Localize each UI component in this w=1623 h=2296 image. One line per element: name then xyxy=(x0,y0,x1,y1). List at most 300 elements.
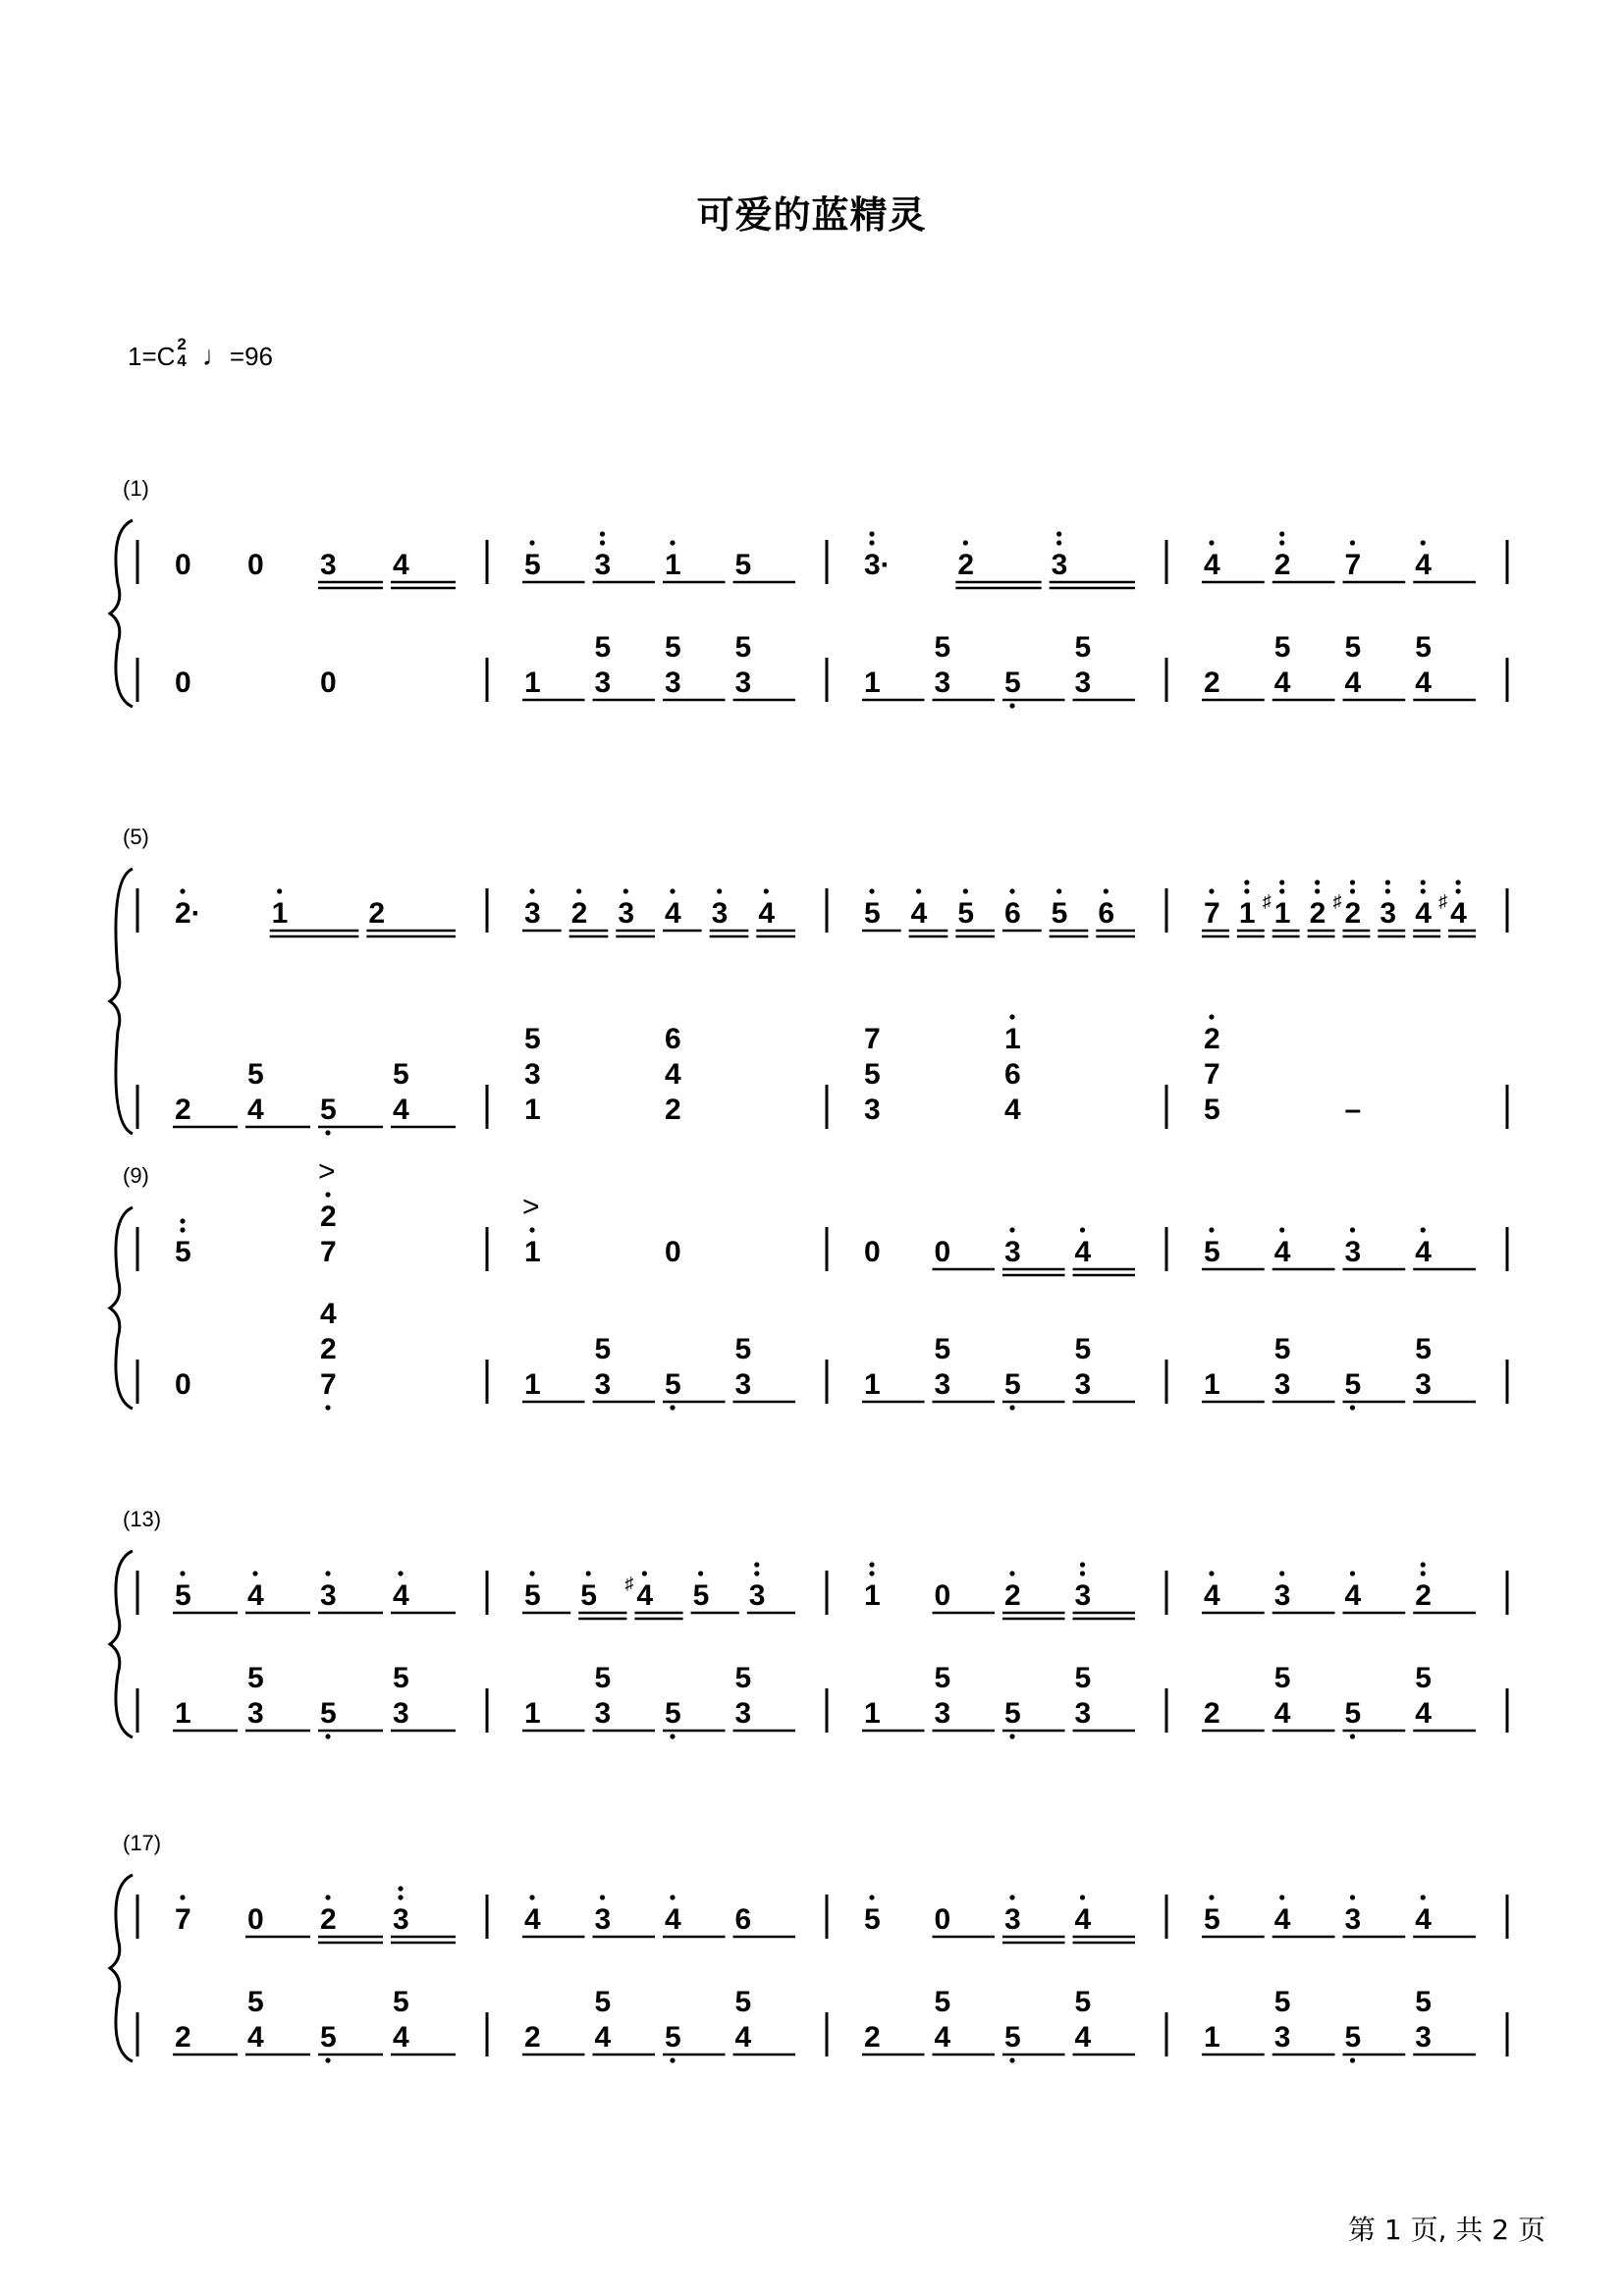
octave-dot xyxy=(529,540,534,545)
octave-dot xyxy=(1350,1734,1355,1738)
upper-note: 0 xyxy=(247,549,264,581)
lower-note: 4 xyxy=(1415,667,1432,699)
upper-note: 4 xyxy=(1204,549,1220,581)
lower-note: 5 xyxy=(1273,1333,1291,1365)
octave-dot xyxy=(1009,888,1014,893)
octave-dot xyxy=(642,1571,647,1575)
lower-note: 5 xyxy=(320,2021,337,2054)
lower-note: 4 xyxy=(934,2021,951,2054)
octave-dot xyxy=(670,1405,675,1410)
lower-note: 7 xyxy=(320,1368,337,1401)
octave-dot xyxy=(1056,540,1061,545)
lower-note: 3 xyxy=(393,1697,409,1730)
octave-dot xyxy=(670,1895,675,1899)
lower-note: 5 xyxy=(1344,1697,1362,1730)
octave-dot xyxy=(325,1895,330,1899)
upper-note: 0 xyxy=(175,549,191,581)
lower-note: 4 xyxy=(1273,667,1291,699)
upper-note: 1 xyxy=(1238,897,1256,930)
lower-note: 7 xyxy=(864,1023,881,1055)
lower-note: 5 xyxy=(1344,1368,1362,1401)
upper-note: 6 xyxy=(1098,897,1115,930)
octave-dot xyxy=(252,1571,257,1575)
upper-note: 4 xyxy=(524,1903,541,1936)
lower-note: 1 xyxy=(1004,1023,1021,1055)
octave-dot xyxy=(869,1562,874,1567)
octave-dot xyxy=(325,1571,330,1575)
upper-note: 3 xyxy=(711,897,729,930)
lower-note: 1 xyxy=(1204,2021,1220,2054)
lower-note: 5 xyxy=(594,631,612,664)
lower-note: 1 xyxy=(524,1094,541,1126)
upper-note: 4 xyxy=(636,1579,654,1612)
upper-note: 3 xyxy=(524,897,541,930)
upper-note: 1 xyxy=(271,897,289,930)
upper-note: 3 xyxy=(1344,1236,1362,1268)
octave-dot xyxy=(1009,1405,1014,1410)
lower-note: 5 xyxy=(1074,1986,1092,2018)
lower-note: 5 xyxy=(320,1697,337,1730)
octave-dot xyxy=(1009,1734,1014,1738)
sharp-sign: ♯ xyxy=(624,1574,634,1593)
upper-note: 6 xyxy=(734,1903,752,1936)
upper-note: 2 xyxy=(570,897,588,930)
upper-note: 4 xyxy=(1450,897,1467,930)
lower-note: 5 xyxy=(734,631,752,664)
octave-dot xyxy=(1350,1227,1355,1232)
octave-dot xyxy=(1315,880,1320,884)
upper-note: 4 xyxy=(1415,1903,1432,1936)
lower-note: 2 xyxy=(320,1333,337,1365)
upper-note: 4 xyxy=(1415,549,1432,581)
lower-note: 5 xyxy=(1074,1333,1092,1365)
octave-dot xyxy=(1104,888,1109,893)
octave-dot xyxy=(1244,888,1249,893)
upper-note: 4 xyxy=(1415,1236,1432,1268)
measure-number: (13) xyxy=(123,1507,162,1531)
quarter-note-icon: ♩ xyxy=(201,341,230,371)
upper-note: 2 xyxy=(1004,1579,1021,1612)
octave-dot xyxy=(670,888,675,893)
upper-note: 3 xyxy=(748,1579,766,1612)
octave-dot xyxy=(277,888,282,893)
lower-note: 5 xyxy=(734,1662,752,1694)
octave-dot xyxy=(869,1571,874,1575)
octave-dot xyxy=(1009,2057,1014,2062)
octave-dot xyxy=(325,2057,330,2062)
lower-note: 5 xyxy=(665,631,681,664)
lower-note: 5 xyxy=(1004,1368,1021,1401)
lower-note: 3 xyxy=(934,667,951,699)
system-brace xyxy=(110,520,133,707)
upper-note: 4 xyxy=(1273,1236,1291,1268)
octave-dot xyxy=(600,1895,605,1899)
lower-note: 4 xyxy=(247,1094,264,1126)
upper-note: 5 xyxy=(1204,1903,1220,1936)
lower-note: 5 xyxy=(1415,1333,1432,1365)
octave-dot xyxy=(1350,1895,1355,1899)
upper-note: 2 xyxy=(1415,1579,1432,1612)
octave-dot xyxy=(1009,1571,1014,1575)
lower-note: 2 xyxy=(175,2021,191,2054)
lower-note: 1 xyxy=(864,667,881,699)
measure-number: (5) xyxy=(123,825,149,849)
lower-note: 0 xyxy=(320,667,337,699)
lower-note: 4 xyxy=(1004,1094,1021,1126)
upper-note: 3· xyxy=(864,549,891,581)
lower-note: 5 xyxy=(934,1986,951,2018)
octave-dot xyxy=(1209,1571,1214,1575)
lower-note: 5 xyxy=(393,1986,409,2018)
lower-note: 2 xyxy=(1204,1697,1220,1730)
octave-dot xyxy=(1279,1895,1284,1899)
lower-note: 3 xyxy=(1273,1368,1291,1401)
octave-dot xyxy=(1209,540,1214,545)
upper-note: 4 xyxy=(910,897,928,930)
upper-note: 2 xyxy=(1273,549,1291,581)
octave-dot xyxy=(1279,1571,1284,1575)
page-number: 第 1 页, 共 2 页 xyxy=(1347,2214,1545,2246)
lower-note: 1 xyxy=(524,1697,541,1730)
octave-dot xyxy=(1350,1405,1355,1410)
lower-note: 3 xyxy=(734,1368,752,1401)
octave-dot xyxy=(1350,888,1355,893)
octave-dot xyxy=(398,1571,403,1575)
upper-note: 7 xyxy=(175,1903,191,1936)
key-signature: 1=C xyxy=(128,341,176,371)
lower-note: 5 xyxy=(734,1986,752,2018)
sharp-sign: ♯ xyxy=(1332,891,1342,911)
octave-dot xyxy=(623,888,628,893)
lower-note: 5 xyxy=(1415,1986,1432,2018)
lower-note: 3 xyxy=(734,1697,752,1730)
octave-dot xyxy=(670,2057,675,2062)
page-title: 可爱的蓝精灵 xyxy=(696,193,927,237)
upper-note: 5 xyxy=(957,897,975,930)
lower-note: 5 xyxy=(320,1094,337,1126)
octave-dot xyxy=(1421,1227,1426,1232)
lower-note: 5 xyxy=(1004,2021,1021,2054)
accent-mark: > xyxy=(522,1191,540,1223)
upper-note: 0 xyxy=(934,1579,951,1612)
octave-dot xyxy=(1009,1895,1014,1899)
lower-note: 5 xyxy=(1074,1662,1092,1694)
sharp-sign: ♯ xyxy=(1438,891,1448,911)
lower-note: 3 xyxy=(1415,2021,1432,2054)
octave-dot xyxy=(1009,1014,1014,1019)
lower-note: 0 xyxy=(175,1368,191,1401)
measure-number: (1) xyxy=(123,476,149,501)
lower-note: 5 xyxy=(393,1058,409,1091)
lower-note: 2 xyxy=(524,2021,541,2054)
lower-note: 5 xyxy=(934,1662,951,1694)
upper-note: 2 xyxy=(320,1201,337,1233)
lower-note: 1 xyxy=(864,1368,881,1401)
lower-note: 5 xyxy=(1074,631,1092,664)
lower-note: 1 xyxy=(864,1697,881,1730)
lower-note: 4 xyxy=(734,2021,752,2054)
lower-note: 1 xyxy=(524,1368,541,1401)
lower-note: 3 xyxy=(594,1368,612,1401)
octave-dot xyxy=(1350,880,1355,884)
upper-note: 0 xyxy=(665,1236,681,1268)
upper-note: 4 xyxy=(1204,1579,1220,1612)
octave-dot xyxy=(1385,880,1390,884)
lower-note: 2 xyxy=(665,1094,681,1126)
octave-dot xyxy=(869,540,874,545)
octave-dot xyxy=(869,1895,874,1899)
octave-dot xyxy=(586,1571,591,1575)
lower-note: 5 xyxy=(665,1368,681,1401)
time-signature-top: 2 xyxy=(177,335,187,353)
octave-dot xyxy=(1421,540,1426,545)
upper-note: 3 xyxy=(393,1903,409,1936)
lower-note: 3 xyxy=(665,667,681,699)
lower-note: 5 xyxy=(1415,1662,1432,1694)
upper-note: 4 xyxy=(1344,1579,1362,1612)
lower-note: 4 xyxy=(1074,2021,1092,2054)
upper-note: 6 xyxy=(1004,897,1021,930)
upper-note: 0 xyxy=(247,1903,264,1936)
octave-dot xyxy=(916,888,921,893)
upper-note: 7 xyxy=(1344,549,1362,581)
octave-dot xyxy=(1421,1895,1426,1899)
octave-dot xyxy=(325,1192,330,1197)
lower-note: 3 xyxy=(934,1697,951,1730)
octave-dot xyxy=(1244,880,1249,884)
lower-note: 5 xyxy=(1344,2021,1362,2054)
lower-note: 4 xyxy=(1273,1697,1291,1730)
octave-dot xyxy=(1421,888,1426,893)
upper-note: 2 xyxy=(368,897,386,930)
upper-note: 3 xyxy=(594,1903,612,1936)
lower-note: 5 xyxy=(665,2021,681,2054)
lower-note: 6 xyxy=(665,1023,681,1055)
octave-dot xyxy=(529,1571,534,1575)
octave-dot xyxy=(1385,888,1390,893)
accent-mark: > xyxy=(318,1155,336,1188)
octave-dot xyxy=(1279,1227,1284,1232)
octave-dot xyxy=(1421,1562,1426,1567)
lower-note: 4 xyxy=(1415,1697,1432,1730)
octave-dot xyxy=(1080,1895,1085,1899)
upper-note: 2 xyxy=(1309,897,1326,930)
octave-dot xyxy=(1456,888,1461,893)
upper-note: 5 xyxy=(175,1236,191,1268)
upper-note: 2· xyxy=(175,897,201,930)
upper-note: 0 xyxy=(934,1236,951,1268)
lower-note: 2 xyxy=(1204,667,1220,699)
octave-dot xyxy=(1056,531,1061,536)
lower-note: 7 xyxy=(1204,1058,1220,1091)
octave-dot xyxy=(670,540,675,545)
lower-note: 5 xyxy=(1204,1094,1220,1126)
octave-dot xyxy=(1279,540,1284,545)
octave-dot xyxy=(963,888,968,893)
system-brace xyxy=(110,1207,133,1409)
upper-note: 4 xyxy=(758,897,776,930)
upper-note: 5 xyxy=(692,1579,710,1612)
upper-note: 3 xyxy=(320,549,337,581)
upper-note: 3 xyxy=(1344,1903,1362,1936)
lower-note: 5 xyxy=(1273,1986,1291,2018)
upper-note: 3 xyxy=(1051,549,1068,581)
lower-note: 3 xyxy=(594,1697,612,1730)
upper-note: 5 xyxy=(175,1579,191,1612)
upper-note: 4 xyxy=(393,1579,409,1612)
lower-note: 4 xyxy=(1344,667,1362,699)
upper-note: 7 xyxy=(1204,897,1220,930)
lower-note: 5 xyxy=(594,1986,612,2018)
octave-dot xyxy=(1315,888,1320,893)
upper-note: 5 xyxy=(864,1903,881,1936)
octave-dot xyxy=(600,540,605,545)
octave-dot xyxy=(1009,703,1014,708)
lower-note: 5 xyxy=(1273,631,1291,664)
octave-dot xyxy=(1279,531,1284,536)
lower-note: 1 xyxy=(1204,1368,1220,1401)
octave-dot xyxy=(717,888,722,893)
upper-note: 3 xyxy=(594,549,612,581)
lower-note: 3 xyxy=(864,1094,881,1126)
lower-note: 4 xyxy=(393,2021,409,2054)
upper-note: 4 xyxy=(247,1579,264,1612)
octave-dot xyxy=(180,1571,185,1575)
system-brace xyxy=(110,869,133,1134)
octave-dot xyxy=(529,1227,534,1232)
upper-note: 4 xyxy=(665,1903,681,1936)
lower-note: 5 xyxy=(1004,667,1021,699)
lower-note: 5 xyxy=(1344,631,1362,664)
octave-dot xyxy=(670,1734,675,1738)
upper-note: 5 xyxy=(1051,897,1068,930)
lower-note: 5 xyxy=(594,1662,612,1694)
octave-dot xyxy=(529,888,534,893)
lower-note: 3 xyxy=(247,1697,264,1730)
octave-dot xyxy=(600,531,605,536)
lower-note: 2 xyxy=(175,1094,191,1126)
lower-note: 3 xyxy=(1074,1697,1092,1730)
lower-note: 5 xyxy=(247,1986,264,2018)
upper-note: 4 xyxy=(1074,1236,1092,1268)
lower-note: 3 xyxy=(1074,1368,1092,1401)
lower-note: 5 xyxy=(1004,1697,1021,1730)
octave-dot xyxy=(1009,1227,1014,1232)
octave-dot xyxy=(576,888,581,893)
lower-note: 1 xyxy=(524,667,541,699)
upper-note: 5 xyxy=(864,897,881,930)
octave-dot xyxy=(325,1734,330,1738)
octave-dot xyxy=(698,1571,703,1575)
upper-note: 1 xyxy=(1273,897,1291,930)
upper-note: 0 xyxy=(934,1903,951,1936)
upper-note: 0 xyxy=(864,1236,881,1268)
upper-note: 2 xyxy=(1344,897,1362,930)
lower-note: 6 xyxy=(1004,1058,1021,1091)
octave-dot xyxy=(1350,2057,1355,2062)
sharp-sign: ♯ xyxy=(1262,891,1271,911)
octave-dot xyxy=(180,888,185,893)
system-brace xyxy=(110,1551,133,1737)
octave-dot xyxy=(754,1571,759,1575)
lower-note: 3 xyxy=(934,1368,951,1401)
upper-note: 3 xyxy=(1004,1236,1021,1268)
lower-note: 5 xyxy=(594,1333,612,1365)
upper-note: 1 xyxy=(665,549,681,581)
octave-dot xyxy=(180,1895,185,1899)
upper-note: 5 xyxy=(524,1579,541,1612)
upper-note: 5 xyxy=(524,549,541,581)
octave-dot xyxy=(1209,888,1214,893)
octave-dot xyxy=(1279,888,1284,893)
octave-dot xyxy=(764,888,769,893)
upper-note: 4 xyxy=(665,897,681,930)
octave-dot xyxy=(1209,1895,1214,1899)
octave-dot xyxy=(1209,1014,1214,1019)
octave-dot xyxy=(1279,880,1284,884)
lower-note: – xyxy=(1344,1094,1362,1126)
measure-number: (9) xyxy=(123,1163,149,1188)
lower-note: 3 xyxy=(594,667,612,699)
upper-note: 4 xyxy=(1273,1903,1291,1936)
octave-dot xyxy=(398,1895,403,1899)
octave-dot xyxy=(1080,1571,1085,1575)
upper-note: 2 xyxy=(957,549,975,581)
lower-note: 5 xyxy=(734,1333,752,1365)
lower-note: 5 xyxy=(1273,1662,1291,1694)
octave-dot xyxy=(869,888,874,893)
octave-dot xyxy=(325,1405,330,1410)
octave-dot xyxy=(1456,880,1461,884)
upper-note: 3 xyxy=(1074,1579,1092,1612)
upper-note: 4 xyxy=(1074,1903,1092,1936)
lower-note: 2 xyxy=(1204,1023,1220,1055)
lower-note: 5 xyxy=(864,1058,881,1091)
lower-note: 3 xyxy=(1074,667,1092,699)
octave-dot xyxy=(1421,880,1426,884)
time-signature-bottom: 4 xyxy=(177,351,187,370)
lower-note: 5 xyxy=(934,1333,951,1365)
upper-note: 3 xyxy=(1004,1903,1021,1936)
upper-note: 4 xyxy=(1415,897,1432,930)
lower-note: 0 xyxy=(175,667,191,699)
lower-note: 5 xyxy=(247,1662,264,1694)
system-brace xyxy=(110,1875,133,2061)
lower-note: 2 xyxy=(864,2021,881,2054)
lower-note: 4 xyxy=(320,1298,337,1330)
lower-note: 4 xyxy=(665,1058,681,1091)
lower-note: 3 xyxy=(524,1058,541,1091)
lower-note: 1 xyxy=(175,1697,191,1730)
lower-note: 4 xyxy=(247,2021,264,2054)
upper-note: 3 xyxy=(320,1579,337,1612)
lower-note: 3 xyxy=(1273,2021,1291,2054)
octave-dot xyxy=(1080,1562,1085,1567)
octave-dot xyxy=(1080,1227,1085,1232)
octave-dot xyxy=(529,1895,534,1899)
octave-dot xyxy=(180,1227,185,1232)
upper-note: 3 xyxy=(1380,897,1397,930)
upper-note: 5 xyxy=(734,549,752,581)
upper-note: 1 xyxy=(864,1579,881,1612)
lower-note: 4 xyxy=(594,2021,612,2054)
octave-dot xyxy=(1209,1227,1214,1232)
octave-dot xyxy=(1350,1571,1355,1575)
lower-note: 4 xyxy=(393,1094,409,1126)
octave-dot xyxy=(1350,540,1355,545)
octave-dot xyxy=(180,1218,185,1223)
octave-dot xyxy=(1421,1571,1426,1575)
